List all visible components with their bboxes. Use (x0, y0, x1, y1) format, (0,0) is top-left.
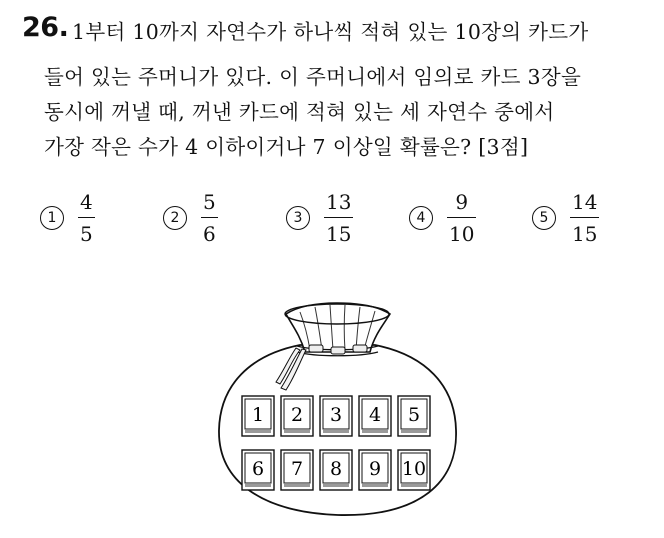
choice-numerator-5: 14 (572, 190, 598, 214)
card-2 (281, 396, 313, 436)
choice-numerator-1: 4 (80, 190, 93, 214)
card-label: 1 (251, 404, 265, 426)
question-line-3: 동시에 꺼낼 때, 꺼낸 카드에 적혀 있는 세 자연수 중에서 (44, 100, 555, 124)
question-line-2: 들어 있는 주머니가 있다. 이 주머니에서 임의로 카드 3장을 (44, 65, 582, 89)
choice-mark-4: 4 (409, 206, 433, 230)
card-4 (359, 396, 391, 436)
card-7 (281, 450, 313, 490)
card-label: 6 (251, 458, 265, 480)
choice-mark-3: 3 (286, 206, 310, 230)
card-3 (320, 396, 352, 436)
card-label: 8 (329, 458, 343, 480)
card-10 (398, 450, 430, 490)
choice-denominator-3: 15 (326, 222, 352, 246)
card-label: 9 (368, 458, 382, 480)
question-line-4: 가장 작은 수가 4 이하이거나 7 이상일 확률은? [3점] (44, 135, 529, 159)
card-8 (320, 450, 352, 490)
choice-mark-2: 2 (163, 206, 187, 230)
choice-mark-5: 5 (532, 206, 556, 230)
card-6 (242, 450, 274, 490)
card-1 (242, 396, 274, 436)
card-9 (359, 450, 391, 490)
choice-mark-1: 1 (40, 206, 64, 230)
choice-denominator-2: 6 (203, 222, 216, 246)
choice-numerator-4: 9 (455, 190, 469, 214)
choice-denominator-5: 15 (572, 222, 598, 246)
choice-numerator-3: 13 (326, 190, 352, 214)
card-label: 7 (290, 458, 304, 480)
choice-numerator-2: 5 (203, 190, 216, 214)
card-label: 2 (290, 404, 304, 426)
choice-denominator-4: 10 (449, 222, 475, 246)
card-label: 10 (401, 458, 427, 480)
question-line-1: 1부터 10까지 자연수가 하나씩 적혀 있는 10장의 카드가 (72, 20, 589, 44)
choice-denominator-1: 5 (80, 222, 93, 246)
card-5 (398, 396, 430, 436)
card-label: 5 (407, 404, 421, 426)
card-label: 4 (368, 404, 382, 426)
card-label: 3 (329, 404, 343, 426)
question-number: 26. (22, 12, 69, 43)
